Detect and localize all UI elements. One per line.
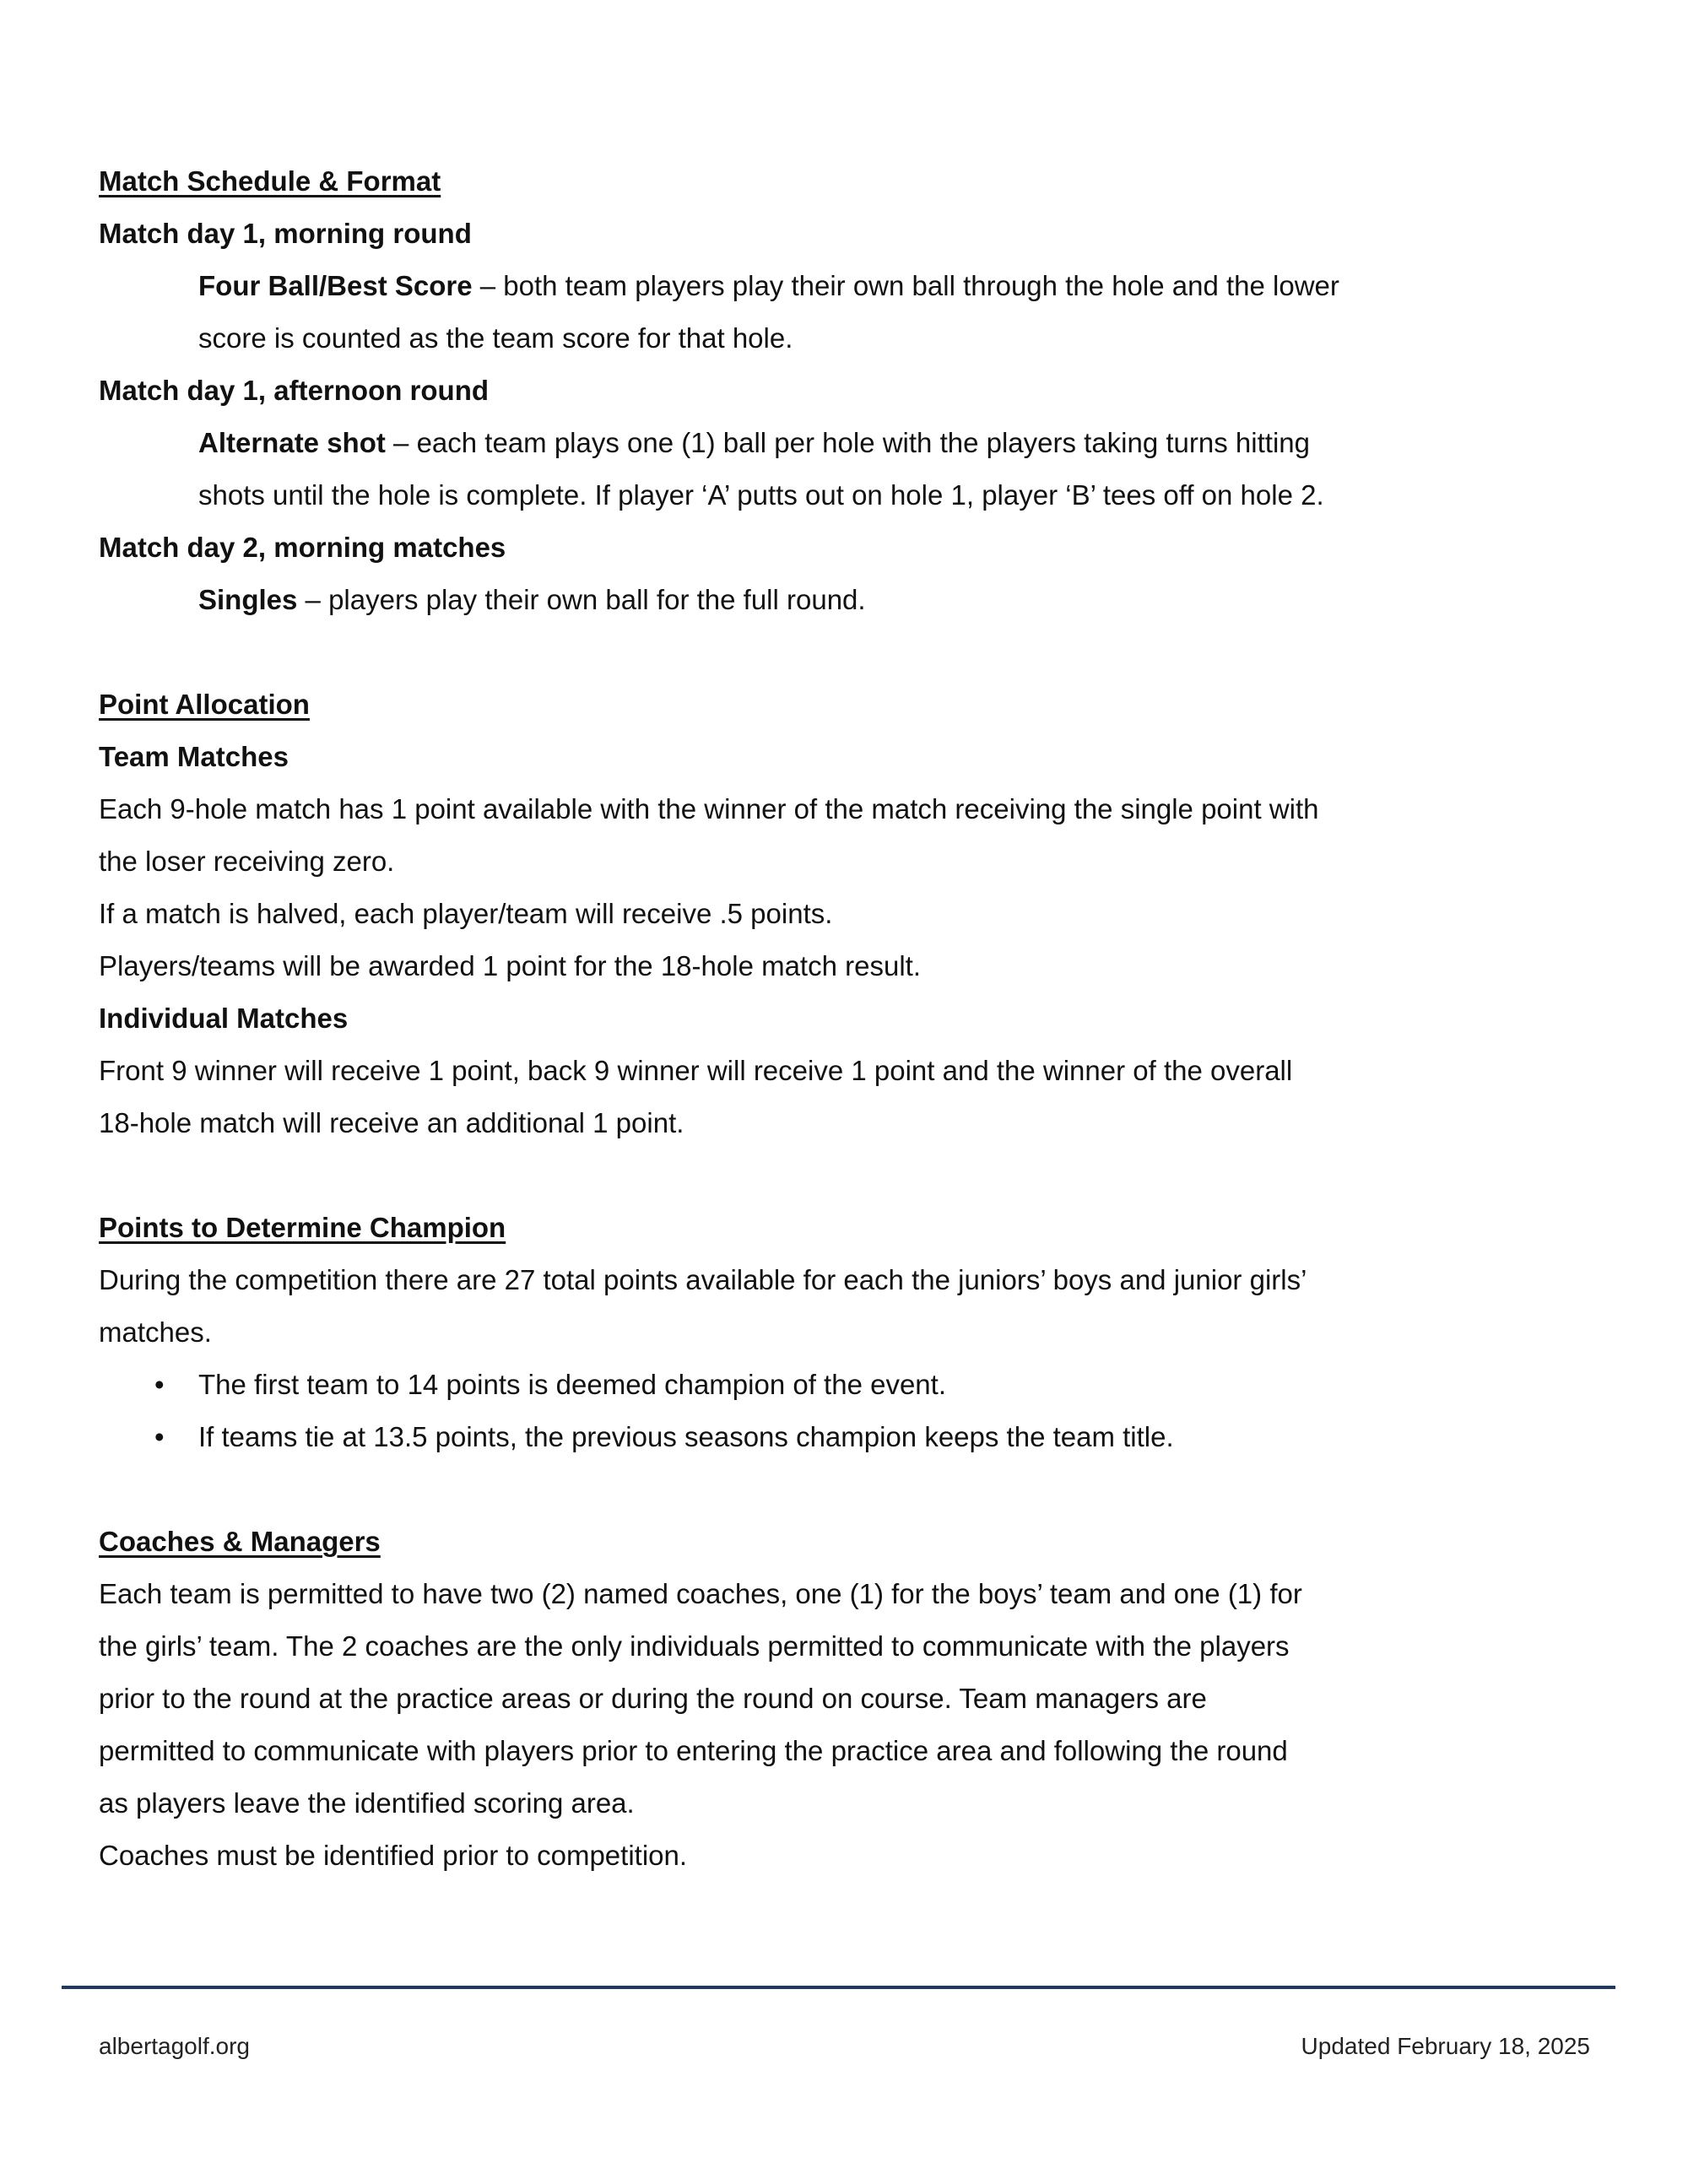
format-name: Alternate shot (198, 427, 386, 458)
day1-afternoon-title: Match day 1, afternoon round (99, 375, 490, 406)
paragraph-line: the girls’ team. The 2 coaches are the only individuals permitted to communicate with the players (99, 1630, 1290, 1662)
day1-morning-desc (99, 260, 1618, 312)
format-desc: – both team players play their own ball through the hole and the lower (472, 270, 1339, 301)
format-desc: – players play their own ball for the full round. (297, 584, 866, 615)
paragraph-line: Coaches must be identified prior to competition. (99, 1840, 688, 1871)
paragraph-line: Players/teams will be awarded 1 point for the 18-hole match result. (99, 950, 921, 981)
paragraph-line: Each 9-hole match has 1 point available with the winner of the match receiving the single point with (99, 793, 1319, 824)
paragraph-line: permitted to communicate with players prior to entering the practice area and following the round (99, 1735, 1288, 1766)
footer-divider (62, 1986, 1615, 1989)
bullet-text: If teams tie at 13.5 points, the previous seasons champion keeps the team title. (198, 1421, 1174, 1452)
section-heading-points: Point Allocation (99, 689, 310, 720)
section-heading-schedule: Match Schedule & Format (99, 165, 441, 197)
day1-morning-title: Match day 1, morning round (99, 218, 472, 249)
bullet-icon: • (154, 1369, 165, 1400)
day1-morning-desc-cont: score is counted as the team score for that hole. (198, 322, 793, 354)
bullet-text: The first team to 14 points is deemed champion of the event. (198, 1369, 946, 1400)
bullet-item (99, 1359, 1618, 1411)
bullet-icon: • (154, 1421, 165, 1452)
footer-website: albertagolf.org (99, 2033, 251, 2059)
paragraph-line: If a match is halved, each player/team will receive .5 points. (99, 898, 833, 929)
paragraph-line: 18-hole match will receive an additional 1 point. (99, 1107, 684, 1138)
team-matches-title: Team Matches (99, 741, 289, 772)
individual-matches-title: Individual Matches (99, 1003, 349, 1034)
day2-morning-title: Match day 2, morning matches (99, 532, 506, 563)
paragraph-line: prior to the round at the practice areas or during the round on course. Team managers are (99, 1683, 1207, 1714)
format-desc: – each team plays one (1) ball per hole with the players taking turns hitting (385, 427, 1310, 458)
footer-updated-date: Updated February 18, 2025 (1301, 2033, 1590, 2059)
format-name: Singles (198, 584, 298, 615)
section-heading-coaches: Coaches & Managers (99, 1526, 381, 1557)
paragraph-line: Front 9 winner will receive 1 point, back 9 winner will receive 1 point and the winner of the overall (99, 1055, 1293, 1086)
paragraph-line: During the competition there are 27 total points available for each the juniors’ boys and junior girls’ (99, 1264, 1307, 1295)
bullet-item (99, 1411, 1618, 1463)
paragraph-line: Each team is permitted to have two (2) named coaches, one (1) for the boys’ team and one (1) for (99, 1578, 1302, 1609)
day1-afternoon-desc-cont: shots until the hole is complete. If player ‘A’ putts out on hole 1, player ‘B’ tees off on hole 2. (198, 479, 1324, 511)
day1-afternoon-desc (99, 417, 1618, 469)
paragraph-line: as players leave the identified scoring area. (99, 1787, 635, 1819)
paragraph-line: the loser receiving zero. (99, 846, 395, 877)
paragraph-line: matches. (99, 1316, 212, 1348)
section-heading-champion: Points to Determine Champion (99, 1212, 506, 1243)
format-name: Four Ball/Best Score (198, 270, 473, 301)
day2-morning-desc (99, 574, 1618, 626)
document-body (99, 155, 1618, 1882)
